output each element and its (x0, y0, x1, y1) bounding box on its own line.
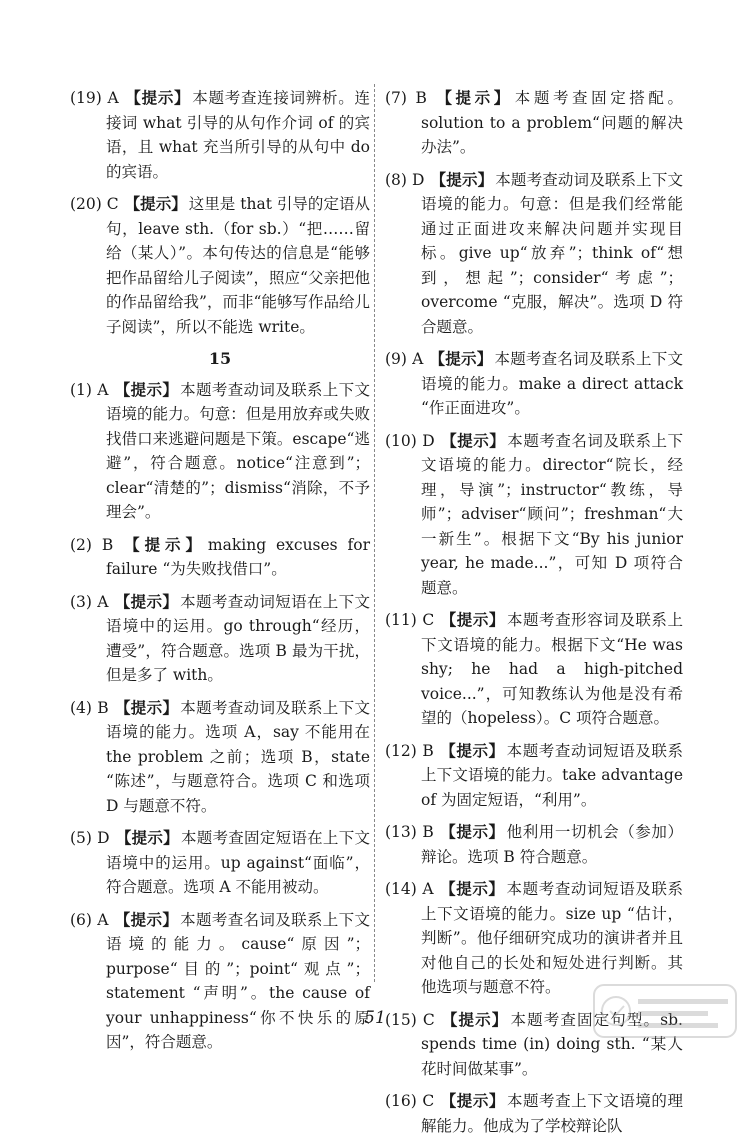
explanation-text: 本题考查动词短语及联系上下文语境的能力。take advantage of 为固定短语，“利用”。 (421, 741, 683, 809)
answer-letter: A (107, 89, 119, 107)
answer-item (70, 908, 370, 1055)
answer-item (385, 347, 683, 421)
question-number: (10) (385, 431, 423, 450)
tip-label: 【提示】 (432, 88, 513, 107)
tip-label: 【提示】 (430, 169, 494, 189)
answer-item (70, 590, 370, 688)
answer-item (385, 168, 683, 340)
explanation-text: 本题考查固定短语在上下文语境中的运用。up against“面临”，符合题意。选项 A 不能用被动。 (106, 829, 370, 896)
question-number: (5) (70, 829, 98, 847)
answer-item (70, 192, 370, 339)
question-number: (19) (70, 89, 108, 107)
answer-item (385, 86, 683, 160)
answer-letter: A (97, 380, 109, 399)
answer-item (70, 826, 370, 900)
answer-item (70, 86, 370, 184)
tip-label: 【提示】 (440, 430, 506, 450)
explanation-text: 本题考查动词短语在上下文语境中的运用。go through“经历，遭受”，符合题意。选项 B 最为干扰，但是多了 with。 (106, 592, 370, 684)
tip-label: 【提示】 (114, 909, 179, 929)
tip-label: 【提示】 (439, 740, 505, 760)
answer-letter: B (415, 89, 427, 107)
answer-item (385, 739, 683, 813)
answer-letter: C (422, 1010, 435, 1029)
answer-item (70, 533, 370, 582)
explanation-text: 本题考查动词短语及联系上下文语境的能力。size up “估计，判断”。他仔细研究成功的演讲者并且对他自己的长处和短处进行判断。其他选项与题意不符。 (421, 880, 683, 996)
question-number: (13) (385, 823, 423, 841)
answer-item (70, 378, 370, 525)
tip-label: 【提示】 (114, 697, 179, 717)
explanation-text: 本题考查动词及联系上下文语境的能力。句意：但是我们经常能通过正面进攻来解决问题并实现目标。give up“放弃”；think of“想到，想起”；consider“考虑”；overcome “克服，解决”。选项 D 符合题意。 (421, 170, 683, 336)
tip-label: 【提示】 (439, 879, 505, 898)
explanation-text: 本题考查连接词辨析。连接词 what 引导的从句作介词 of 的宾语，且 what 充当所引导的从句中 do 的宾语。 (106, 89, 370, 181)
answer-letter: A (422, 880, 434, 898)
left-items-before (70, 86, 370, 339)
question-number: (15) (385, 1010, 423, 1029)
answer-letter: D (97, 829, 110, 847)
answer-letter: B (97, 698, 109, 717)
question-number: (1) (70, 380, 98, 399)
explanation-text: 这里是 that 引导的定语从句，leave sth.（for sb.）“把……留给（某人）”。本句传达的信息是“能够把作品留给儿子阅读”，照应“父亲把他的作品留给我”，而非“能够写作品给儿子阅读”，所以不能选 write。 (106, 195, 370, 336)
answer-item (385, 429, 683, 601)
answer-letter: C (106, 195, 119, 213)
question-number: (11) (385, 611, 423, 629)
question-number: (3) (70, 592, 98, 611)
tip-label: 【提示】 (115, 828, 179, 847)
question-number: (4) (70, 698, 98, 717)
answer-letter: A (97, 910, 109, 929)
explanation-text: 本题考查固定搭配。solution to a problem“问题的解决办法”。 (421, 89, 683, 156)
answer-letter: C (422, 1092, 435, 1110)
tip-label: 【提示】 (124, 88, 191, 107)
tip-label: 【提示】 (429, 349, 493, 368)
tip-label: 【提示】 (114, 591, 179, 611)
left-column (70, 86, 370, 1063)
tip-label: 【提示】 (440, 1091, 505, 1110)
section-heading: 15 (208, 349, 232, 368)
answer-letter: A (412, 350, 424, 368)
question-number: (16) (385, 1092, 423, 1110)
question-number: (2) (70, 535, 102, 554)
tip-label: 【提示】 (439, 822, 505, 841)
explanation-text: 本题考查固定句型。sb. spends time (in) doing sth. “某人花时间做某事”。 (421, 1010, 683, 1078)
explanation-text: 本题考查名词及联系上下文语境的能力。director“院长，经理，导演”；instructor“教练，导师”；adviser“顾问”；freshman“大一新生”。根据下文“By his junior year, he made...”，可知 D 项符合题意。 (421, 431, 683, 597)
explanation-text: 本题考查名词及联系上下文语境的能力。make a direct attack “作正面进攻”。 (421, 350, 683, 417)
answer-item (70, 696, 370, 819)
answer-letter: D (412, 170, 425, 189)
answer-letter: D (422, 431, 435, 450)
tip-label: 【提示】 (114, 379, 179, 399)
answer-item (385, 608, 683, 731)
left-items-after (70, 378, 370, 1055)
column-divider (374, 84, 375, 982)
explanation-text: 本题考查动词及联系上下文语境的能力。句意：但是用放弃或失败找借口来逃避问题是下策。escape“逃避”，符合题意。notice“注意到”；clear“清楚的”；dismiss“消除，不予理会”。 (106, 380, 370, 521)
question-number: (6) (70, 910, 98, 929)
question-number: (8) (385, 170, 413, 189)
answer-item (385, 820, 683, 869)
answer-item (385, 1089, 683, 1138)
explanation-text: 他利用一切机会（参加）辩论。选项 B 符合题意。 (421, 823, 683, 866)
answer-letter: B (422, 741, 434, 760)
explanation-text: 本题考查上下文语境的理解能力。他成为了学校辩论队 (421, 1092, 683, 1135)
question-number: (12) (385, 741, 423, 760)
watermark-logo (590, 981, 740, 1041)
page-number: 51 (364, 1008, 386, 1028)
tip-label: 【提示】 (440, 1009, 509, 1029)
answer-letter: A (97, 592, 109, 611)
answer-letter: B (422, 823, 434, 841)
question-number: (9) (385, 350, 413, 368)
answer-letter: B (101, 535, 114, 554)
tip-label: 【提示】 (124, 194, 187, 213)
question-number: (20) (70, 195, 107, 213)
tip-label: 【提示】 (119, 534, 206, 554)
question-number: (14) (385, 880, 423, 898)
question-number: (7) (385, 89, 416, 107)
explanation-text: 本题考查动词及联系上下文语境的能力。选项 A，say 不能用在 the problem 之前；选项 B，state “陈述”，与题意符合。选项 C 和选项 D 与题意不符。 (106, 698, 370, 815)
explanation-text: 本题考查名词及联系上下文语境的能力。cause“原因”；purpose“目的”；point“观点”；statement “声明”。the cause of your unhappiness“你不快乐的原因”，符合题意。 (106, 910, 370, 1051)
tip-label: 【提示】 (440, 610, 505, 629)
explanation-text: making excuses for failure “为失败找借口”。 (106, 535, 370, 578)
answer-letter: C (422, 611, 435, 629)
explanation-text: 本题考查形容词及联系上下文语境的能力。根据下文“He was shy; he had a high-pitched voice...”，可知教练认为他是没有希望的（hopeless）。C 项符合题意。 (421, 611, 683, 727)
